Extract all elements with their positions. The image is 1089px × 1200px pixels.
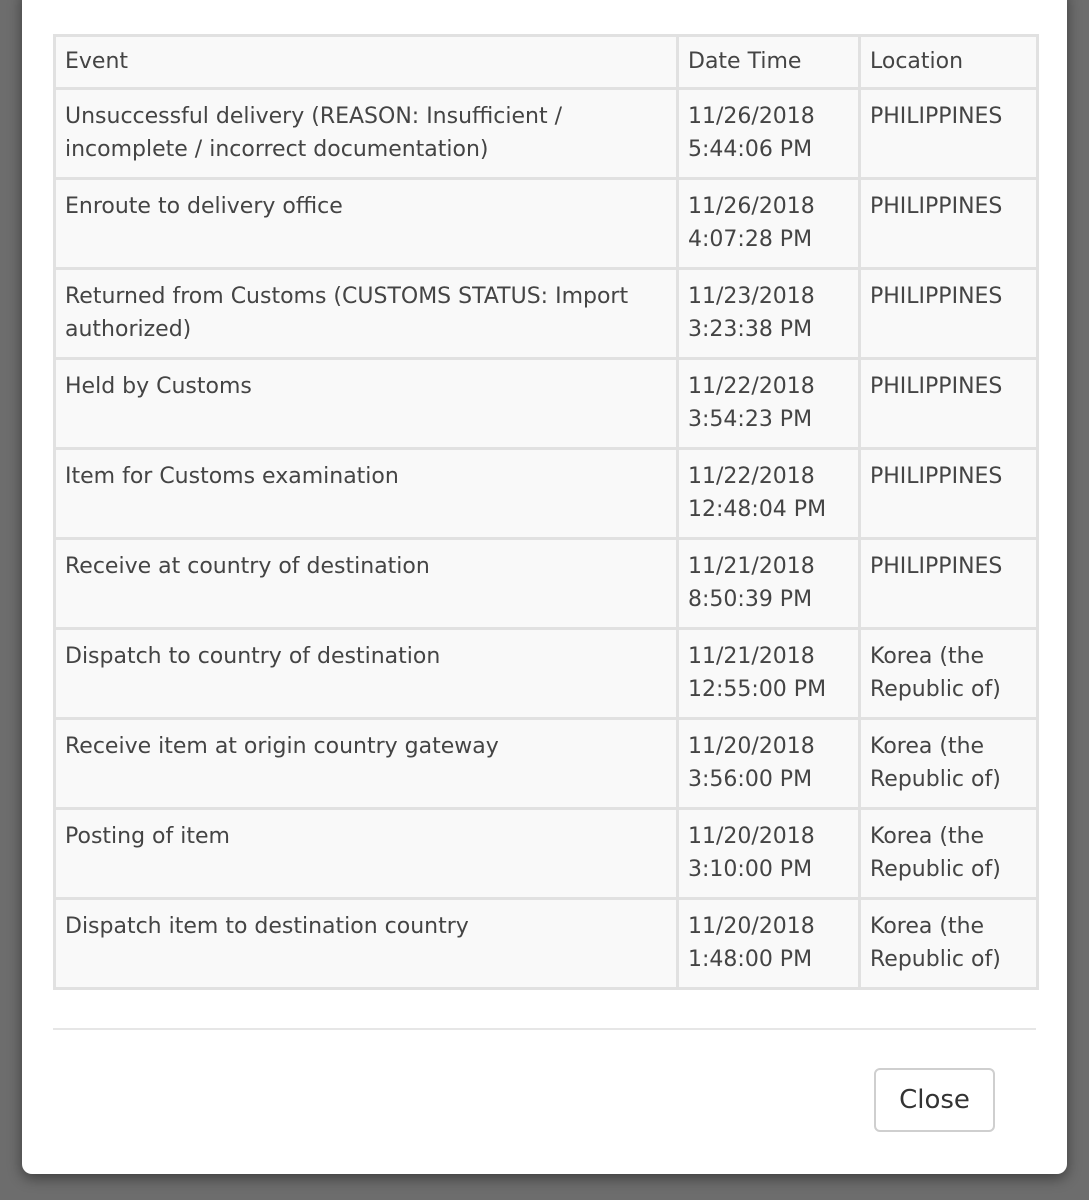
- time-text: 12:55:00 PM: [688, 677, 827, 702]
- date-text: 11/22/2018: [688, 374, 815, 399]
- date-time-cell: [678, 719, 860, 809]
- footer-divider: [53, 1028, 1036, 1030]
- date-time-cell: [678, 539, 860, 629]
- date-text: 11/21/2018: [688, 554, 815, 579]
- location-cell: Korea (the Republic of): [860, 899, 1038, 989]
- table-row: [55, 539, 1038, 629]
- date-text: 11/20/2018: [688, 734, 815, 759]
- time-text: 4:07:28 PM: [688, 227, 813, 252]
- date-time-cell: [678, 899, 860, 989]
- event-cell: Held by Customs: [55, 359, 678, 449]
- tracking-events-table: [53, 34, 1039, 990]
- table-row: [55, 449, 1038, 539]
- date-time-cell: [678, 89, 860, 179]
- time-text: 3:56:00 PM: [688, 767, 813, 792]
- location-cell: PHILIPPINES: [860, 449, 1038, 539]
- location-cell: PHILIPPINES: [860, 179, 1038, 269]
- location-cell: Korea (the Republic of): [860, 719, 1038, 809]
- location-cell: PHILIPPINES: [860, 89, 1038, 179]
- table-row: [55, 629, 1038, 719]
- table-row: [55, 359, 1038, 449]
- time-text: 3:23:38 PM: [688, 317, 813, 342]
- location-cell: Korea (the Republic of): [860, 809, 1038, 899]
- table-row: [55, 719, 1038, 809]
- time-text: 3:10:00 PM: [688, 857, 813, 882]
- event-cell: Receive at country of destination: [55, 539, 678, 629]
- event-cell: Enroute to delivery office: [55, 179, 678, 269]
- location-cell: PHILIPPINES: [860, 359, 1038, 449]
- close-button[interactable]: Close: [874, 1068, 995, 1132]
- date-text: 11/23/2018: [688, 284, 815, 309]
- date-time-cell: [678, 809, 860, 899]
- event-cell: Returned from Customs (CUSTOMS STATUS: Import authorized): [55, 269, 678, 359]
- event-cell: Unsuccessful delivery (REASON: Insufficient / incomplete / incorrect documentation): [55, 89, 678, 179]
- date-text: 11/26/2018: [688, 194, 815, 219]
- time-text: 1:48:00 PM: [688, 947, 813, 972]
- date-text: 11/26/2018: [688, 104, 815, 129]
- time-text: 12:48:04 PM: [688, 497, 827, 522]
- date-time-cell: [678, 629, 860, 719]
- date-time-cell: [678, 269, 860, 359]
- event-cell: Dispatch item to destination country: [55, 899, 678, 989]
- time-text: 3:54:23 PM: [688, 407, 813, 432]
- column-header-location: Location: [860, 36, 1038, 89]
- column-header-event: Event: [55, 36, 678, 89]
- event-cell: Item for Customs examination: [55, 449, 678, 539]
- location-cell: PHILIPPINES: [860, 539, 1038, 629]
- date-time-cell: [678, 179, 860, 269]
- table-row: [55, 899, 1038, 989]
- table-row: [55, 809, 1038, 899]
- table-row: [55, 269, 1038, 359]
- location-cell: PHILIPPINES: [860, 269, 1038, 359]
- table-row: [55, 89, 1038, 179]
- time-text: 8:50:39 PM: [688, 587, 813, 612]
- table-row: [55, 179, 1038, 269]
- date-time-cell: [678, 449, 860, 539]
- location-cell: Korea (the Republic of): [860, 629, 1038, 719]
- date-text: 11/20/2018: [688, 824, 815, 849]
- column-header-date-time: Date Time: [678, 36, 860, 89]
- date-text: 11/22/2018: [688, 464, 815, 489]
- tracking-modal: [22, 0, 1067, 1174]
- event-cell: Dispatch to country of destination: [55, 629, 678, 719]
- date-time-cell: [678, 359, 860, 449]
- date-text: 11/20/2018: [688, 914, 815, 939]
- time-text: 5:44:06 PM: [688, 137, 813, 162]
- table-header-row: [55, 36, 1038, 89]
- event-cell: Receive item at origin country gateway: [55, 719, 678, 809]
- date-text: 11/21/2018: [688, 644, 815, 669]
- event-cell: Posting of item: [55, 809, 678, 899]
